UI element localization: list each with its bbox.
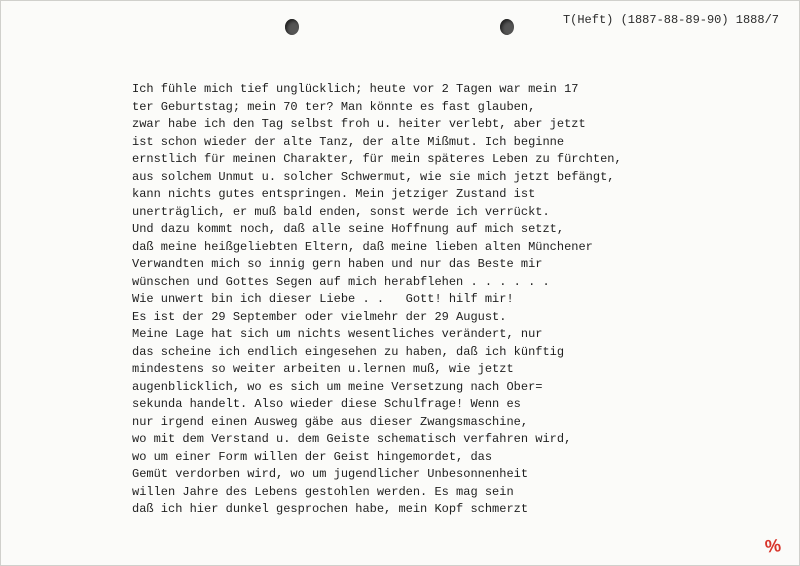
text-line: wo um einer Form willen der Geist hingemordet, das	[132, 449, 493, 464]
text-line: ter Geburtstag; mein 70 ter? Man könnte es fast glauben,	[132, 99, 536, 114]
diary-text	[132, 81, 622, 519]
text-line: Und dazu kommt noch, daß alle seine Hoffnung auf mich setzt,	[132, 222, 565, 236]
archive-reference: T(Heft) (1887-88-89-90) 1888/7	[562, 13, 779, 27]
text-line: Meine Lage hat sich um nichts wesentliches verändert, nur	[132, 327, 543, 341]
text-line: sekunda handelt. Also wieder diese Schulfrage! Wenn es	[132, 397, 521, 411]
text-line: daß meine heißgeliebten Eltern, daß meine lieben alten Münchener	[132, 239, 593, 254]
text-line: Es ist der 29 September oder vielmehr der 29 August.	[132, 309, 507, 324]
text-line: ist schon wieder der alte Tanz, der alte Mißmut. Ich beginne	[132, 134, 565, 149]
text-line: Verwandten mich so innig gern haben und nur das Beste mir	[132, 257, 543, 271]
text-line: ernstlich für meinen Charakter, für mein späteres Leben zu fürchten,	[132, 152, 622, 166]
text-line: Wie unwert bin ich dieser Liebe . . Gott! hilf mir!	[132, 292, 514, 306]
text-line: willen Jahre des Lebens gestohlen werden. Es mag sein	[132, 484, 514, 499]
text-line: Gemüt verdorben wird, wo um jugendlicher Unbesonnenheit	[132, 467, 529, 481]
text-line: wünschen und Gottes Segen auf mich herabflehen . . . . . .	[132, 274, 550, 289]
text-line: augenblicklich, wo es sich um meine Versetzung nach Ober=	[132, 379, 543, 394]
punch-hole-right	[500, 19, 514, 35]
text-line: das scheine ich endlich eingesehen zu haben, daß ich künftig	[132, 344, 565, 359]
text-line: daß ich hier dunkel gesprochen habe, mein Kopf schmerzt	[132, 502, 529, 516]
text-line: zwar habe ich den Tag selbst froh u. heiter verlebt, aber jetzt	[132, 117, 586, 131]
red-corner-mark: %	[763, 535, 782, 557]
text-line: mindestens so weiter arbeiten u.lernen muß, wie jetzt	[132, 362, 514, 376]
punch-hole-left	[285, 19, 299, 35]
text-line: wo mit dem Verstand u. dem Geiste schematisch verfahren wird,	[132, 432, 572, 446]
text-line: kann nichts gutes entspringen. Mein jetziger Zustand ist	[132, 187, 536, 201]
text-line: unerträglich, er muß bald enden, sonst werde ich verrückt.	[132, 204, 550, 219]
text-line: aus solchem Unmut u. solcher Schwermut, wie sie mich jetzt befängt,	[132, 169, 615, 184]
text-line: Ich fühle mich tief unglücklich; heute vor 2 Tagen war mein 17	[132, 82, 579, 96]
text-line: nur irgend einen Ausweg gäbe aus dieser Zwangsmaschine,	[132, 414, 529, 429]
